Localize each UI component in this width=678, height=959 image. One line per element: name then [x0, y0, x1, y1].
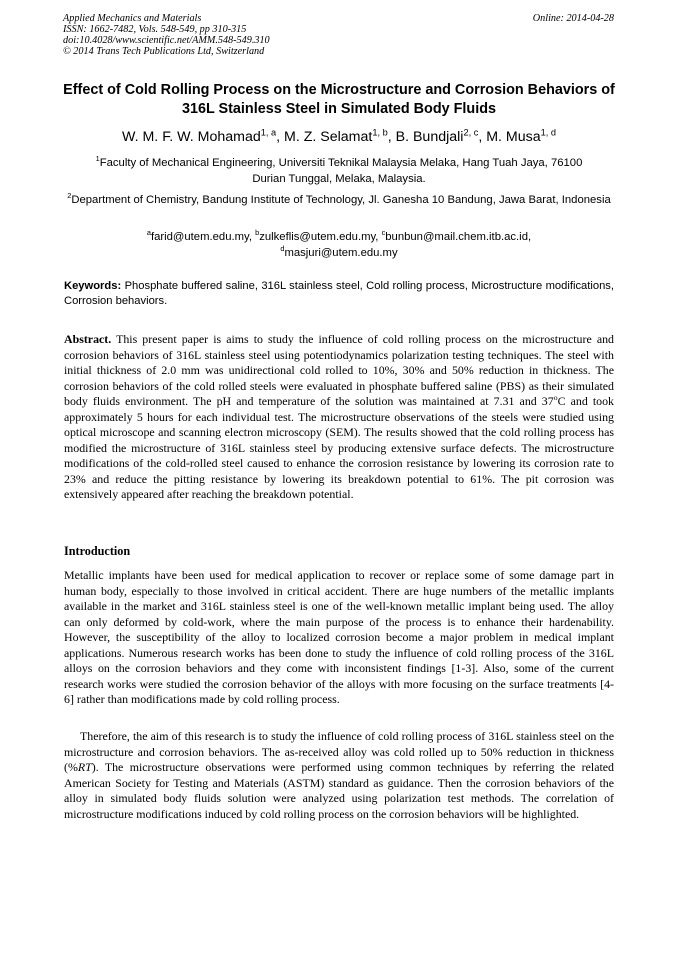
abstract-label: Abstract.: [64, 332, 112, 346]
paragraph-text: Therefore, the aim of this research is to study the influence of cold rolling process of 316L stainless steel on the microstructure and corrosion behaviors. The as-received alloy was cold rolled up to 50% reduction in thickness (%: [64, 729, 614, 774]
author-separator: ,: [276, 129, 285, 145]
affiliation-text: Faculty of Mechanical Engineering, Universiti Teknikal Malaysia Melaka, Hang Tuah Jaya, 76100 Durian Tunggal, Melaka, Malaysia.: [99, 157, 583, 185]
affiliation-2: [60, 192, 618, 208]
paper-title: Effect of Cold Rolling Process on the Microstructure and Corrosion Behaviors of 316L Stainless Steel in Simulated Body Fluids: [63, 82, 615, 117]
paragraph-text-continued: ). The microstructure observations were performed using common techniques by referring the related American Society for Testing and Materials (ASTM) standard as guidance. Then the corrosion behaviors of the alloy in simulated body fluids solution were analyzed using polarization test methods. The correlation of microstructure modifications induced by cold rolling process on the corrosion behaviors will be highlighted.: [64, 760, 614, 821]
keywords-section: [64, 279, 614, 308]
author-affiliation-marker: 1, b: [372, 127, 388, 138]
author-affiliation-marker: 2, c: [463, 127, 479, 138]
affiliation-text: Department of Chemistry, Bandung Institute of Technology, Jl. Ganesha 10 Bandung, Jawa Barat, Indonesia: [71, 194, 611, 206]
introduction-heading: Introduction: [64, 544, 131, 558]
degree-symbol: o: [553, 393, 558, 403]
abstract-section: [64, 332, 614, 503]
author-separator: ,: [387, 129, 396, 145]
journal-header: [63, 13, 270, 57]
email-marker: a: [146, 228, 151, 238]
author-affiliation-marker: 1, d: [540, 127, 556, 138]
email-address[interactable]: zulkeflis@utem.edu.my,: [259, 231, 382, 243]
abstract-text-continued: C and took approximately 5 hours for each individual test. The microstructure observations of the steels were studied using optical microscope and scanning electron microscopy (SEM). The results showed that the cold rolling process has modified the microstructure of 316L stainless steel by producing extensive surface defects. The microstructure modifications of the cold-rolled steel caused to enhance the corrosion resistance by lowering its corrosion rate to 23% and reduce the pitting resistance by lowering its breakdown potential to 61%. The pit corrosion was extensively appeared after reaching the breakdown potential.: [64, 394, 615, 501]
introduction-paragraph-2: [64, 729, 614, 822]
online-date: Online: 2014-04-28: [532, 13, 614, 24]
author-name: M. Z. Selamat: [284, 129, 373, 145]
email-marker: c: [381, 228, 386, 238]
email-address[interactable]: bunbun@mail.chem.itb.ac.id,: [385, 231, 532, 243]
email-address[interactable]: farid@utem.edu.my,: [150, 231, 256, 243]
email-marker: b: [255, 228, 260, 238]
affiliation-1: [60, 155, 618, 187]
email-list: [60, 229, 618, 261]
keywords-text: Phosphate buffered saline, 316L stainless steel, Cold rolling process, Microstructure modifications, Corrosion behaviors.: [64, 280, 614, 307]
email-address[interactable]: masjuri@utem.edu.my: [284, 247, 398, 259]
author-name: W. M. F. W. Mohamad: [122, 129, 261, 145]
introduction-paragraph-1: Metallic implants have been used for medical application to recover or replace some of some damage part in human body, especially to those involved in critical accident. There are huge numbers of the metallic implants available in the market and 316L stainless steel is one of the well-known metallic implant being used. The alloy can only deformed by cold-work, where the main purpose of the process is to enhance their hardenability. However, the susceptibility of the alloy to localized corrosion become a major problem in medical implant applications. Numerous research works has been done to study the influence of cold rolling process of the 316L alloys on the corrosion behaviors and they come with inconsistent findings [1-3]. Also, some of the current research works were studied the corrosion behavior of the alloys with more focusing on the surface treatments [4-6] rather than modifications made by cold rolling process.: [64, 568, 614, 706]
email-marker: d: [280, 244, 285, 254]
abstract-text: This present paper is aims to study the influence of cold rolling process on the microstructure and corrosion behaviors of 316L stainless steel using potentiodynamics polarization testing techniques. The steel with initial thickness of 2.0 mm was unidirectional cold rolled to 10%, 30% and 50% reduction in thickness. The corrosion behaviors of the cold rolled steels were evaluated in phosphate buffered saline (PBS) as their simulated body fluids environment. The pH and temperature of the solution was maintained at 7.31 and 37: [64, 332, 614, 408]
author-list: [60, 128, 618, 146]
affiliation-marker: 1: [95, 154, 100, 164]
author-affiliation-marker: 1, a: [260, 127, 277, 138]
author-name: B. Bundjali: [395, 129, 464, 145]
author-separator: ,: [478, 129, 487, 145]
affiliation-marker: 2: [67, 191, 72, 201]
issn-line: ISSN: 1662-7482, Vols. 548-549, pp 310-315: [63, 24, 247, 35]
italic-term: RT: [77, 760, 92, 774]
keywords-label: Keywords:: [64, 280, 122, 292]
doi-line: doi:10.4028/www.scientific.net/AMM.548-549.310: [63, 35, 270, 46]
author-name: M. Musa: [486, 129, 541, 145]
copyright-line: © 2014 Trans Tech Publications Ltd, Switzerland: [63, 46, 265, 57]
journal-name: Applied Mechanics and Materials: [63, 13, 202, 24]
